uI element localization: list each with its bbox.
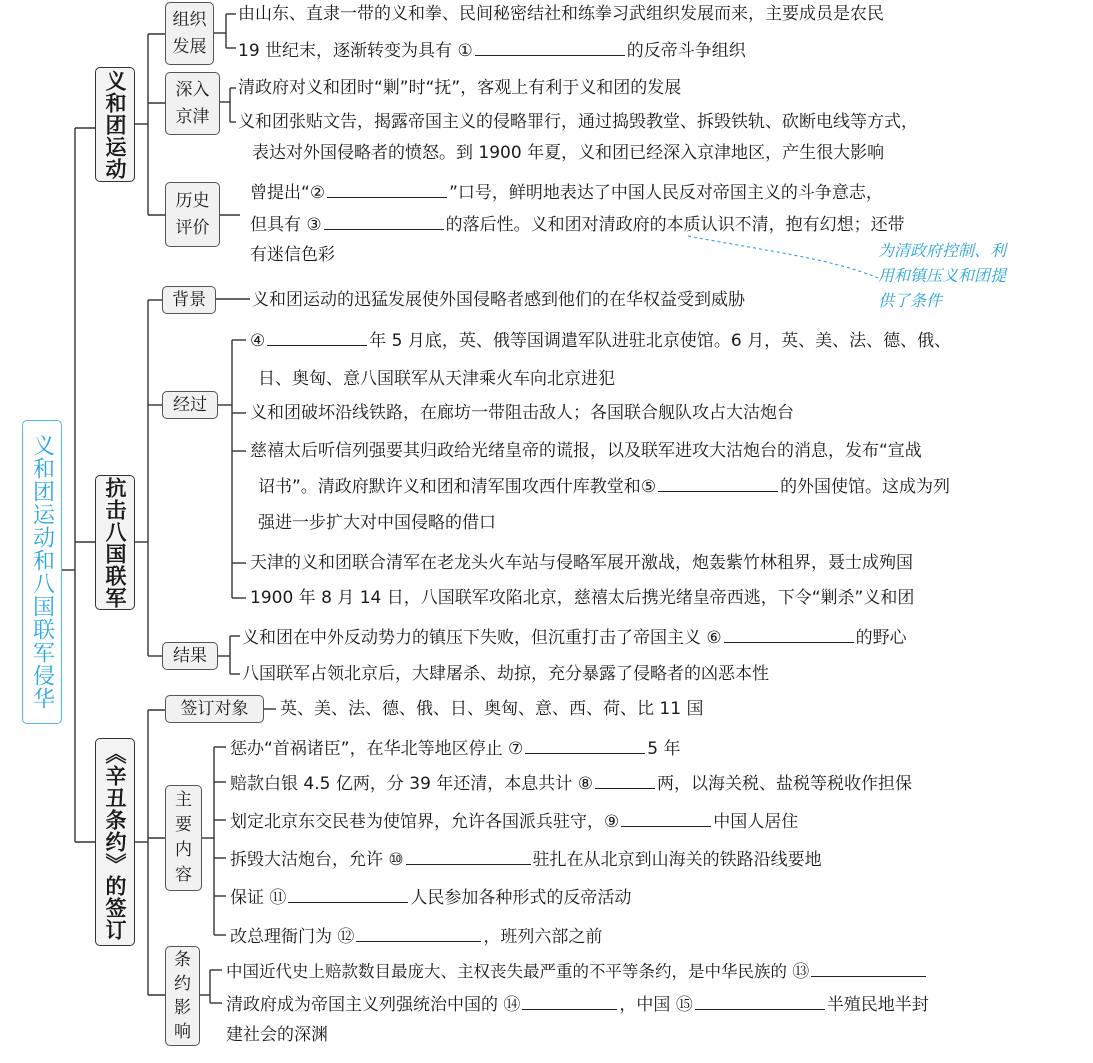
- leaf-text: 清政府对义和团时“剿”时“抚”，客观上有利于义和团的发展: [238, 78, 682, 98]
- branch-resist-allied: [95, 475, 135, 610]
- sub-organization: [165, 2, 214, 65]
- leaf-text: 义和团在中外反动势力的镇压下失败，但沉重打击了帝国主义: [242, 628, 701, 648]
- leaf-organization-2: [238, 36, 746, 64]
- answer-blank[interactable]: [356, 922, 481, 942]
- map-title-text: 义和团运动和八国联军侵华: [29, 434, 55, 710]
- sub-main-content-label: 容: [175, 865, 192, 885]
- leaf-content-4: [230, 845, 822, 873]
- leaf-text: 5 年: [647, 739, 681, 759]
- leaf-text: 中国近代史上赔款数目最庞大、主权丧失最严重的不平等条约，是中华民族的: [226, 962, 787, 981]
- sub-background-label: 背景: [172, 289, 206, 310]
- leaf-background: [252, 287, 745, 313]
- sub-main-content-label: 内: [175, 840, 192, 860]
- handwritten-note: [878, 238, 1006, 313]
- leaf-organization-1: [238, 1, 884, 27]
- branch-resist-allied-label: 抗击八国联军: [103, 476, 127, 609]
- leaf-text: 赔款白银 4.5 亿两，分 39 年还清，本息共计: [230, 774, 573, 794]
- leaf-content-1: [230, 734, 681, 762]
- sub-main-content-label: 主: [175, 790, 192, 810]
- leaf-text: 的落后性。义和团对清政府的本质认识不清，抱有幻想；还带: [445, 215, 905, 235]
- leaf-text: ，中国: [619, 995, 671, 1015]
- leaf-evaluation-2: [250, 210, 905, 238]
- blank-number: ⑫: [337, 927, 355, 947]
- leaf-result-1: [242, 623, 907, 651]
- leaf-result-2: [242, 661, 769, 687]
- leaf-content-3: [230, 807, 798, 835]
- sub-evaluation-label-a: 历史: [175, 190, 210, 211]
- leaf-impact-2: [226, 990, 929, 1018]
- answer-blank[interactable]: [811, 957, 926, 977]
- sub-evaluation: [165, 182, 220, 247]
- answer-blank[interactable]: [406, 845, 531, 865]
- leaf-text: 19 世纪末，逐渐转变为具有: [238, 41, 453, 61]
- leaf-evaluation-3: [250, 242, 335, 268]
- blank-number: ⑬: [792, 962, 810, 982]
- leaf-impact-3: [226, 1022, 328, 1048]
- leaf-text: 英、美、法、德、俄、日、奥匈、意、西、荷、比 11 国: [280, 699, 704, 719]
- sub-jingjin-label-b: 京津: [175, 106, 210, 127]
- leaf-process-6: [258, 510, 496, 536]
- note-line: 用和镇压义和团提: [878, 266, 1007, 285]
- blank-number: ①: [457, 41, 473, 61]
- leaf-content-2: [230, 769, 912, 797]
- answer-blank[interactable]: [525, 734, 645, 754]
- leaf-content-6: [230, 922, 602, 950]
- leaf-text: 中国人居住: [713, 812, 799, 832]
- leaf-text: 慈禧太后听信列强要其归政给光绪皇帝的谎报，以及联军进攻大沽炮台的消息，发布“宣战: [250, 441, 922, 461]
- branch-xinchou-treaty-label: 《辛丑条约》的签订: [103, 743, 127, 941]
- answer-blank[interactable]: [658, 472, 778, 492]
- leaf-text: 年 5 月底，英、俄等国调遣军队进驻北京使馆。6 月，英、美、法、德、俄、: [369, 331, 952, 351]
- leaf-text: 义和团破坏沿线铁路，在廊坊一带阻击敌人；各国联合舰队攻占大沽炮台: [250, 403, 794, 423]
- leaf-text: ”口号，鲜明地表达了中国人民反对帝国主义的斗争意志，: [449, 183, 883, 203]
- blank-number: ⑥: [706, 628, 722, 648]
- leaf-text: 义和团张贴文告，揭露帝国主义的侵略罪行，通过捣毁教堂、拆毁铁轨、砍断电线等方式，: [238, 112, 918, 132]
- blank-number: ③: [306, 215, 322, 235]
- blank-number: ⑪: [269, 888, 287, 908]
- map-title: [22, 420, 62, 724]
- answer-blank[interactable]: [522, 990, 617, 1010]
- answer-blank[interactable]: [621, 807, 711, 827]
- answer-blank[interactable]: [288, 883, 408, 903]
- sub-treaty-impact: [165, 946, 200, 1046]
- leaf-evaluation-1: [250, 178, 883, 206]
- leaf-text: 惩办“首祸诸臣”，在华北等地区停止: [230, 739, 503, 759]
- blank-number: ⑧: [577, 774, 593, 794]
- sub-organization-label-a: 组织: [172, 9, 207, 30]
- leaf-process-7: [250, 550, 913, 576]
- leaf-process-1: [250, 326, 951, 354]
- leaf-text: 有迷信色彩: [250, 245, 335, 265]
- leaf-text: ，班列六部之前: [483, 927, 603, 947]
- leaf-text: 的反帝斗争组织: [626, 41, 746, 61]
- leaf-text: 但具有: [250, 215, 301, 235]
- sub-result: [162, 642, 218, 670]
- blank-number: ⑤: [640, 477, 657, 497]
- leaf-text: 拆毁大沽炮台，允许: [230, 850, 383, 870]
- branch-xinchou-treaty: [95, 738, 135, 946]
- leaf-text: 曾提出“: [250, 183, 310, 203]
- leaf-text: 义和团运动的迅猛发展使外国侵略者感到他们的在华权益受到威胁: [252, 290, 745, 310]
- leaf-text: 天津的义和团联合清军在老龙头火车站与侵略军展开激战，炮轰紫竹林租界，聂士成殉国: [250, 553, 913, 573]
- sub-organization-label-b: 发展: [172, 36, 207, 57]
- leaf-text: 半殖民地半封: [826, 995, 929, 1015]
- sub-treaty-impact-label: 条: [174, 950, 191, 970]
- answer-blank[interactable]: [267, 326, 367, 346]
- sub-treaty-impact-label: 响: [174, 1022, 191, 1042]
- sub-main-content-label: 要: [175, 815, 192, 835]
- blank-number: ②: [309, 183, 326, 203]
- leaf-text: 保证: [230, 888, 264, 908]
- note-line: 供了条件: [878, 291, 943, 310]
- leaf-text: 日、奥匈、意八国联军从天津乘火车向北京进犯: [258, 369, 615, 389]
- leaf-process-8: [250, 585, 914, 611]
- sub-treaty-impact-label: 影: [174, 998, 191, 1018]
- leaf-jingjin-1: [238, 75, 681, 101]
- blank-number: ⑨: [604, 812, 620, 832]
- leaf-text: 诏书”。清政府默许义和团和清军围攻西什库教堂和: [258, 477, 641, 497]
- leaf-content-5: [230, 883, 631, 911]
- leaf-jingjin-3: [252, 140, 884, 166]
- sub-signatories-label: 签订对象: [180, 698, 249, 719]
- leaf-text: 八国联军占领北京后，大肆屠杀、劫掠，充分暴露了侵略者的凶恶本性: [242, 664, 769, 684]
- sub-main-content: [165, 785, 202, 891]
- leaf-text: 的外国使馆。这成为列: [780, 477, 951, 497]
- leaf-text: 建社会的深渊: [226, 1025, 328, 1045]
- leaf-text: 由山东、直隶一带的义和拳、民间秘密结社和练拳习武组织发展而来，主要成员是农民: [238, 4, 884, 24]
- sub-process: [162, 391, 218, 419]
- blank-number: ⑩: [388, 850, 404, 870]
- blank-number: ⑮: [675, 995, 693, 1015]
- branch-boxer-movement: [95, 67, 135, 182]
- answer-blank[interactable]: [324, 210, 444, 230]
- leaf-text: 人民参加各种形式的反帝活动: [410, 888, 632, 908]
- leaf-text: 划定北京东交民巷为使馆界，允许各国派兵驻守，: [230, 812, 604, 832]
- answer-blank[interactable]: [327, 178, 447, 198]
- blank-number: ⑦: [508, 739, 524, 759]
- leaf-signatories: [280, 696, 703, 722]
- leaf-process-4: [250, 438, 922, 464]
- leaf-text: 的野心: [855, 628, 907, 648]
- answer-blank[interactable]: [724, 623, 854, 643]
- answer-blank[interactable]: [595, 769, 655, 789]
- sub-result-label: 结果: [173, 645, 207, 666]
- leaf-text: 驻扎在从北京到山海关的铁路沿线要地: [532, 850, 822, 870]
- sub-evaluation-label-b: 评价: [175, 217, 210, 238]
- answer-blank[interactable]: [695, 990, 825, 1010]
- leaf-impact-1: [226, 957, 928, 985]
- leaf-text: 表达对外国侵略者的愤怒。到 1900 年夏，义和团已经深入京津地区，产生很大影响: [252, 143, 885, 163]
- leaf-jingjin-2: [238, 109, 918, 135]
- leaf-text: 清政府成为帝国主义列强统治中国的: [226, 995, 498, 1015]
- leaf-process-2: [258, 366, 615, 392]
- sub-signatories: [165, 695, 264, 723]
- answer-blank[interactable]: [475, 36, 625, 56]
- sub-background: [162, 286, 216, 314]
- leaf-text: 强进一步扩大对中国侵略的借口: [258, 513, 496, 533]
- sub-jingjin: [165, 72, 220, 135]
- leaf-text: 两，以海关税、盐税等税收作担保: [656, 774, 912, 794]
- leaf-process-5: [258, 472, 950, 500]
- sub-process-label: 经过: [173, 394, 207, 415]
- sub-treaty-impact-label: 约: [174, 974, 191, 994]
- blank-number: ⑭: [503, 995, 521, 1015]
- leaf-text: 1900 年 8 月 14 日，八国联军攻陷北京，慈禧太后携光绪皇帝西逃，下令“剿杀”义和团: [250, 588, 915, 608]
- leaf-process-3: [250, 400, 794, 426]
- sub-jingjin-label-a: 深入: [175, 79, 210, 100]
- leaf-text: 改总理衙门为: [230, 927, 332, 947]
- blank-number: ④: [250, 331, 266, 351]
- note-line: 为清政府控制、利: [878, 241, 1007, 260]
- branch-boxer-movement-label: 义和团运动: [103, 69, 127, 180]
